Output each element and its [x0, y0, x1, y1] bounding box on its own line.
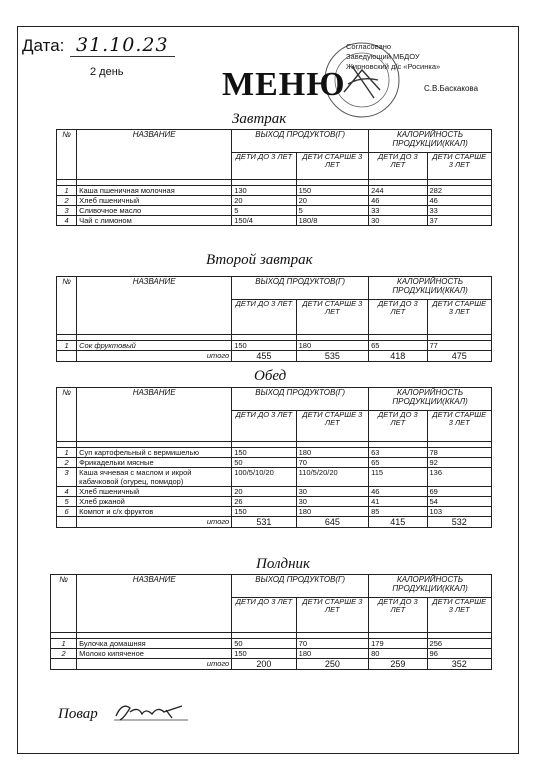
dish-name: Сок фруктовый [77, 341, 232, 351]
kcal-over3: 96 [427, 649, 491, 659]
col-name: НАЗВАНИЕ [77, 388, 232, 442]
out-over3: 30 [296, 487, 369, 497]
dish-name: Компот и с/х фруктов [77, 507, 232, 517]
col-out-under3: ДЕТИ ДО 3 ЛЕТ [232, 598, 296, 633]
section-title-second-breakfast: Второй завтрак [206, 252, 313, 268]
col-kcal-under3: ДЕТИ ДО 3 ЛЕТ [369, 153, 427, 180]
out-under3: 50 [232, 639, 296, 649]
kcal-over3: 92 [427, 458, 491, 468]
col-out-under3: ДЕТИ ДО 3 ЛЕТ [232, 411, 296, 442]
row-num: 6 [57, 507, 77, 517]
section-title-snack: Полдник [256, 556, 311, 572]
out-under3: 5 [232, 206, 296, 216]
col-out-under3: ДЕТИ ДО 3 ЛЕТ [232, 153, 296, 180]
col-num: № [57, 277, 77, 335]
total-label: итого [77, 659, 232, 670]
table-row [57, 341, 492, 351]
out-over3: 180 [296, 649, 368, 659]
out-over3: 110/5/20/20 [296, 468, 369, 487]
out-over3: 180/8 [296, 216, 369, 226]
kcal-under3: 46 [369, 196, 427, 206]
kcal-over3: 37 [427, 216, 491, 226]
kcal-under3: 80 [369, 649, 427, 659]
kcal-under3: 46 [369, 487, 427, 497]
section-title-breakfast: Завтрак [232, 111, 287, 127]
total-label: итого [77, 517, 232, 528]
row-num: 1 [57, 186, 77, 196]
kcal-under3: 41 [369, 497, 427, 507]
kcal-over3: 46 [427, 196, 491, 206]
row-num: 4 [57, 487, 77, 497]
total-kcal-over3: 352 [427, 659, 491, 670]
out-under3: 26 [232, 497, 296, 507]
second-breakfast-table [56, 276, 492, 362]
day-label: 2 день [90, 66, 124, 78]
dish-name: Булочка домашняя [77, 639, 232, 649]
col-kcal-under3: ДЕТИ ДО 3 ЛЕТ [369, 598, 427, 633]
total-row [57, 517, 492, 528]
kcal-under3: 65 [369, 458, 427, 468]
total-kcal-over3: 475 [427, 351, 491, 362]
dish-name: Хлеб пшеничный [77, 196, 232, 206]
col-calories: КАЛОРИЙНОСТЬ ПРОДУКЦИИ(ККАЛ) [369, 130, 492, 153]
row-num: 3 [57, 468, 77, 487]
col-out-over3: ДЕТИ СТАРШЕ 3 ЛЕТ [296, 598, 368, 633]
dish-name: Суп картофельный с вермишелью [77, 448, 232, 458]
col-out-under3: ДЕТИ ДО 3 ЛЕТ [232, 300, 296, 335]
col-name: НАЗВАНИЕ [77, 277, 232, 335]
approval-line: Жирновский д/с «Росинка» [346, 62, 441, 71]
table-row [57, 448, 492, 458]
col-calories: КАЛОРИЙНОСТЬ ПРОДУКЦИИ(ККАЛ) [369, 277, 492, 300]
table-row [57, 458, 492, 468]
out-over3: 180 [296, 448, 369, 458]
out-under3: 130 [232, 186, 296, 196]
row-num: 5 [57, 497, 77, 507]
snack-table [50, 574, 492, 670]
table-row [57, 468, 492, 487]
out-under3: 20 [232, 487, 296, 497]
col-output: ВЫХОД ПРОДУКТОВ(Г) [232, 575, 369, 598]
out-under3: 100/5/10/20 [232, 468, 296, 487]
out-under3: 150 [232, 649, 296, 659]
kcal-under3: 33 [369, 206, 427, 216]
row-num: 2 [57, 458, 77, 468]
dish-name: Каша ячневая с маслом и икрой кабачковой (огурец, помидор) [77, 468, 232, 487]
col-calories: КАЛОРИЙНОСТЬ ПРОДУКЦИИ(ККАЛ) [369, 388, 492, 411]
col-out-over3: ДЕТИ СТАРШЕ 3 ЛЕТ [296, 300, 369, 335]
col-output: ВЫХОД ПРОДУКТОВ(Г) [232, 130, 369, 153]
out-over3: 30 [296, 497, 369, 507]
approval-name: С.В.Баскакова [424, 84, 479, 93]
table-row [57, 497, 492, 507]
dish-name: Чай с лимоном [77, 216, 232, 226]
table-row [57, 507, 492, 517]
total-out-over3: 535 [296, 351, 369, 362]
out-under3: 50 [232, 458, 296, 468]
total-kcal-over3: 532 [427, 517, 491, 528]
col-output: ВЫХОД ПРОДУКТОВ(Г) [232, 277, 369, 300]
dish-name: Фрикадельки мясные [77, 458, 232, 468]
kcal-over3: 69 [427, 487, 491, 497]
row-num: 3 [57, 206, 77, 216]
total-kcal-under3: 415 [369, 517, 427, 528]
row-num: 2 [57, 196, 77, 206]
row-num: 1 [57, 448, 77, 458]
kcal-over3: 136 [427, 468, 491, 487]
table-row [57, 186, 492, 196]
total-out-under3: 531 [232, 517, 296, 528]
col-num: № [57, 388, 77, 442]
kcal-under3: 115 [369, 468, 427, 487]
dish-name: Сливочное масло [77, 206, 232, 216]
out-over3: 180 [296, 341, 369, 351]
breakfast-table [56, 129, 492, 226]
out-over3: 150 [296, 186, 369, 196]
kcal-over3: 256 [427, 639, 491, 649]
col-kcal-over3: ДЕТИ СТАРШЕ 3 ЛЕТ [427, 411, 491, 442]
table-row [57, 216, 492, 226]
total-out-under3: 200 [232, 659, 296, 670]
out-under3: 150/4 [232, 216, 296, 226]
out-over3: 70 [296, 458, 369, 468]
kcal-over3: 77 [427, 341, 491, 351]
table-row [57, 196, 492, 206]
col-calories: КАЛОРИЙНОСТЬ ПРОДУКЦИИ(ККАЛ) [369, 575, 492, 598]
row-num: 4 [57, 216, 77, 226]
cook-label: Повар [58, 706, 98, 722]
out-under3: 20 [232, 196, 296, 206]
col-num: № [51, 575, 77, 633]
out-over3: 5 [296, 206, 369, 216]
kcal-under3: 65 [369, 341, 427, 351]
out-over3: 180 [296, 507, 369, 517]
col-num: № [57, 130, 77, 180]
out-over3: 20 [296, 196, 369, 206]
dish-name: Хлеб пшеничный [77, 487, 232, 497]
out-under3: 150 [232, 448, 296, 458]
out-under3: 150 [232, 341, 296, 351]
approval-line: Заведующий МБДОУ [346, 52, 420, 61]
col-kcal-under3: ДЕТИ ДО 3 ЛЕТ [369, 300, 427, 335]
kcal-over3: 78 [427, 448, 491, 458]
col-kcal-over3: ДЕТИ СТАРШЕ 3 ЛЕТ [427, 300, 491, 335]
dish-name: Хлеб ржаной [77, 497, 232, 507]
total-out-over3: 250 [296, 659, 368, 670]
cook-signature [112, 700, 192, 722]
kcal-over3: 33 [427, 206, 491, 216]
dish-name: Молоко кипяченое [77, 649, 232, 659]
kcal-under3: 85 [369, 507, 427, 517]
kcal-under3: 179 [369, 639, 427, 649]
kcal-over3: 282 [427, 186, 491, 196]
kcal-over3: 103 [427, 507, 491, 517]
total-out-over3: 645 [296, 517, 369, 528]
col-kcal-over3: ДЕТИ СТАРШЕ 3 ЛЕТ [427, 598, 491, 633]
out-under3: 150 [232, 507, 296, 517]
kcal-over3: 54 [427, 497, 491, 507]
col-out-over3: ДЕТИ СТАРШЕ 3 ЛЕТ [296, 411, 369, 442]
dish-name: Каша пшеничная молочная [77, 186, 232, 196]
lunch-table [56, 387, 492, 528]
table-row [57, 487, 492, 497]
kcal-under3: 63 [369, 448, 427, 458]
total-label: итого [77, 351, 232, 362]
col-kcal-under3: ДЕТИ ДО 3 ЛЕТ [369, 411, 427, 442]
approval-block [346, 42, 440, 72]
col-name: НАЗВАНИЕ [77, 575, 232, 633]
total-kcal-under3: 259 [369, 659, 427, 670]
row-num: 2 [51, 649, 77, 659]
row-num: 1 [57, 341, 77, 351]
total-row [51, 659, 492, 670]
table-row [51, 649, 492, 659]
section-title-lunch: Обед [254, 368, 287, 384]
col-kcal-over3: ДЕТИ СТАРШЕ 3 ЛЕТ [427, 153, 491, 180]
kcal-under3: 244 [369, 186, 427, 196]
total-out-under3: 455 [232, 351, 296, 362]
col-output: ВЫХОД ПРОДУКТОВ(Г) [232, 388, 369, 411]
col-out-over3: ДЕТИ СТАРШЕ 3 ЛЕТ [296, 153, 369, 180]
table-row [57, 206, 492, 216]
out-over3: 70 [296, 639, 368, 649]
kcal-under3: 30 [369, 216, 427, 226]
col-name: НАЗВАНИЕ [77, 130, 232, 180]
row-num: 1 [51, 639, 77, 649]
total-kcal-under3: 418 [369, 351, 427, 362]
approval-line: Согласовано [346, 42, 392, 51]
date-label: Дата: [22, 36, 65, 55]
table-row [51, 639, 492, 649]
total-row [57, 351, 492, 362]
date-value: 31.10.23 [70, 34, 175, 57]
page-title: МЕНЮ [222, 66, 346, 103]
